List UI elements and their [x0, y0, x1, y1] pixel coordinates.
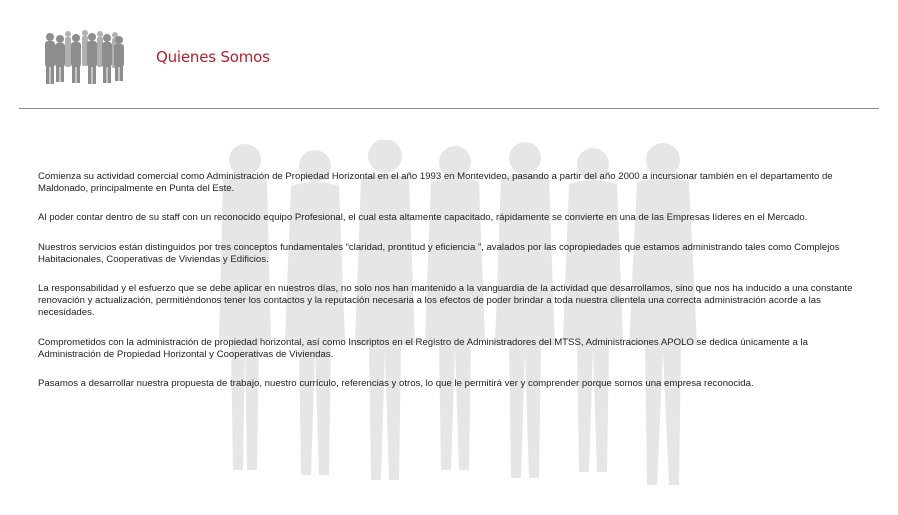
header-divider [19, 108, 879, 109]
paragraph: La responsabilidad y el esfuerzo que se debe aplicar en nuestros días, no solo nos han mantenido a la vanguardia de la actividad que desarrollamos, sino que nos ha inducido a una constante renovación y actualización, permitiéndonos tener los contactos y la reputación necesaria a los efectos de poder brindar a toda nuestra clientela una correcta administración acorde a las necesidades. [38, 283, 853, 319]
page-title: Quienes Somos [156, 48, 270, 66]
paragraph: Comprometidos con la administración de propiedad horizontal, así como Inscriptos en el Registro de Administradores del MTSS, Administraciones APOLO se dedica únicamente a la Administración de Propiedad Horizontal y Cooperativas de Viviendas. [38, 336, 809, 360]
paragraph: Al poder contar dentro de su staff con un reconocido equipo Profesional, el cual esta altamente capacitado, rápidamente se convierte en una de las Empresas líderes en el Mercado. [38, 212, 808, 224]
about-content [38, 171, 868, 407]
business-people-group-icon [40, 28, 126, 86]
paragraph: Comienza su actividad comercial como Administración de Propiedad Horizontal en el año 1993 en Montevideo, pasando a partir del año 2000 a incursionar también en el departamento de Maldonado, principalmente en Punta del Este. [38, 171, 833, 195]
paragraph: Nuestros servicios están distinguidos por tres conceptos fundamentales “claridad, prontitud y eficiencia ”, avalados por las copropiedades que estamos administrando tales como Complejos Habitacionales, Cooperativas de Viviendas y Edificios. [38, 241, 840, 265]
paragraph: Pasamos a desarrollar nuestra propuesta de trabajo, nuestro currículo, referencias y otros, lo que le permitirá ver y comprender porque somos una empresa reconocida. [38, 378, 754, 390]
